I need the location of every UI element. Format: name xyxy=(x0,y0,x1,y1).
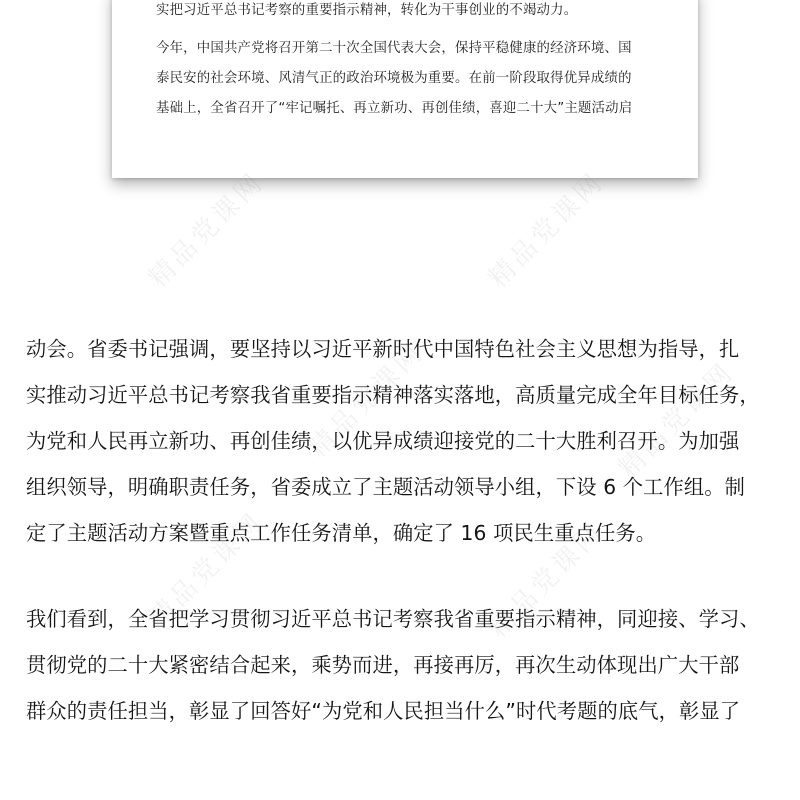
card-line: 实把习近平总书记考察的重要指示精神，转化为干事创业的不竭动力。 xyxy=(156,3,578,18)
card-line: 基础上，全省召开了“牢记嘱托、再立新功、再创佳绩，喜迎二十大”主题活动启 xyxy=(156,101,633,116)
body-paragraph-1 xyxy=(26,326,786,556)
watermark: 精品党课网 xyxy=(143,166,271,294)
card-paragraph-2 xyxy=(156,34,666,124)
body-line: 组织领导，明确职责任务，省委成立了主题活动领导小组，下设 6 个工作组。制 xyxy=(26,475,746,499)
body-line: 定了主题活动方案暨重点工作任务清单，确定了 16 项民生重点任务。 xyxy=(26,521,657,545)
body-line: 动会。省委书记强调，要坚持以习近平新时代中国特色社会主义思想为指导，扎 xyxy=(26,337,740,361)
body-paragraph-2 xyxy=(26,596,786,734)
paragraph-spacer xyxy=(26,556,786,596)
article-body xyxy=(26,326,786,734)
watermark: 精品党课网 xyxy=(483,516,611,644)
body-line: 贯彻党的二十大紧密结合起来，乘势而进，再接再厉，再次生动体现出广大干部 xyxy=(26,653,740,677)
quote-card-text xyxy=(156,0,666,124)
body-line: 群众的责任担当，彰显了回答好“为党和人民担当什么”时代考题的底气，彰显了 xyxy=(26,699,741,723)
body-line: 我们看到，全省把学习贯彻习近平总书记考察我省重要指示精神，同迎接、学习、 xyxy=(26,607,760,631)
card-line: 泰民安的社会环境、风清气正的政治环境极为重要。在前一阶段取得优异成绩的 xyxy=(156,71,632,86)
quote-card xyxy=(112,0,698,178)
watermark: 精品党课网 xyxy=(483,166,611,294)
watermark: 精品党课网 xyxy=(613,356,741,484)
watermark: 精品党课网 xyxy=(303,336,431,464)
card-line: 今年，中国共产党将召开第二十次全国代表大会，保持平稳健康的经济环境、国 xyxy=(156,41,632,56)
body-line: 实推动习近平总书记考察我省重要指示精神落实落地，高质量完成全年目标任务， xyxy=(26,383,760,407)
card-paragraph-1 xyxy=(156,0,666,26)
body-line: 为党和人民再立新功、再创佳绩，以优异成绩迎接党的二十大胜利召开。为加强 xyxy=(26,429,740,453)
watermark: 精品党课网 xyxy=(143,506,271,634)
